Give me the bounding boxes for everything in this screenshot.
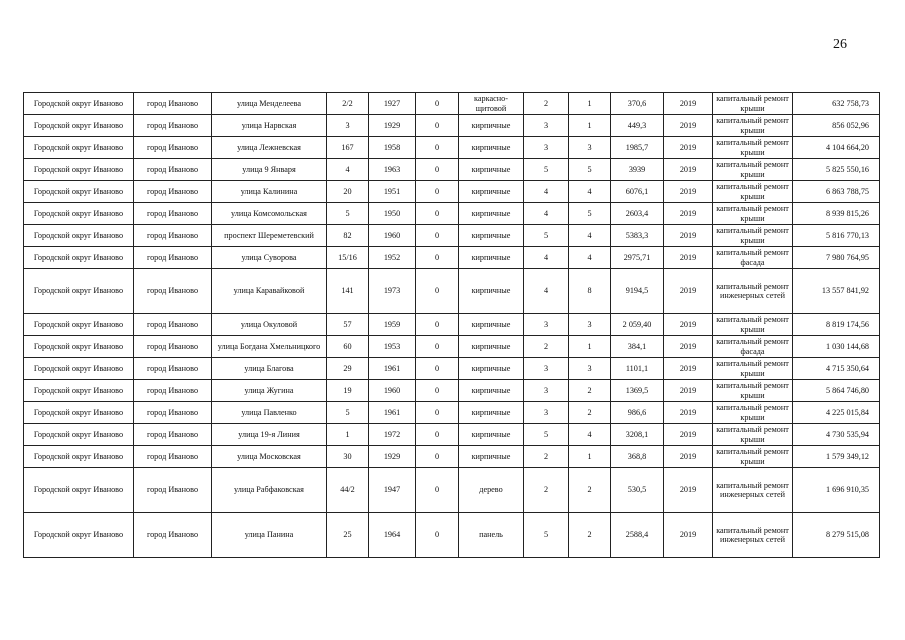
wear-cell: 0	[416, 314, 459, 336]
entrances-cell: 5	[569, 159, 611, 181]
wall-material-cell: кирпичные	[459, 115, 524, 137]
house-number-cell: 29	[327, 358, 369, 380]
wear-cell: 0	[416, 402, 459, 424]
municipality-cell: Городской округ Иваново	[24, 358, 134, 380]
area-cell: 2603,4	[611, 203, 664, 225]
house-number-cell: 141	[327, 269, 369, 314]
cost-cell: 5 816 770,13	[793, 225, 880, 247]
floors-cell: 3	[524, 402, 569, 424]
work-type-cell: капитальный ремонт инженерных сетей	[713, 468, 793, 513]
settlement-cell: город Иваново	[134, 115, 212, 137]
floors-cell: 2	[524, 446, 569, 468]
year-cell: 2019	[664, 468, 713, 513]
house-number-cell: 4	[327, 159, 369, 181]
house-number-cell: 3	[327, 115, 369, 137]
area-cell: 9194,5	[611, 269, 664, 314]
wall-material-cell: кирпичные	[459, 225, 524, 247]
work-type-cell: капитальный ремонт крыши	[713, 380, 793, 402]
cost-cell: 8 819 174,56	[793, 314, 880, 336]
municipality-cell: Городской округ Иваново	[24, 314, 134, 336]
work-type-cell: капитальный ремонт инженерных сетей	[713, 269, 793, 314]
table-row	[24, 159, 880, 181]
area-cell: 2588,4	[611, 513, 664, 558]
area-cell: 1985,7	[611, 137, 664, 159]
municipality-cell: Городской округ Иваново	[24, 380, 134, 402]
wear-cell: 0	[416, 181, 459, 203]
municipality-cell: Городской округ Иваново	[24, 424, 134, 446]
cost-cell: 4 730 535,94	[793, 424, 880, 446]
house-number-cell: 82	[327, 225, 369, 247]
municipality-cell: Городской округ Иваново	[24, 446, 134, 468]
wear-cell: 0	[416, 225, 459, 247]
area-cell: 370,6	[611, 93, 664, 115]
wall-material-cell: кирпичные	[459, 269, 524, 314]
table-row	[24, 424, 880, 446]
house-number-cell: 2/2	[327, 93, 369, 115]
floors-cell: 3	[524, 358, 569, 380]
build-year-cell: 1952	[369, 247, 416, 269]
floors-cell: 3	[524, 314, 569, 336]
build-year-cell: 1951	[369, 181, 416, 203]
house-number-cell: 5	[327, 402, 369, 424]
wall-material-cell: кирпичные	[459, 358, 524, 380]
build-year-cell: 1964	[369, 513, 416, 558]
street-cell: улица Панина	[212, 513, 327, 558]
house-number-cell: 60	[327, 336, 369, 358]
repair-register-table	[23, 92, 880, 558]
settlement-cell: город Иваново	[134, 314, 212, 336]
wear-cell: 0	[416, 115, 459, 137]
street-cell: улица 19-я Линия	[212, 424, 327, 446]
work-type-cell: капитальный ремонт крыши	[713, 159, 793, 181]
wear-cell: 0	[416, 380, 459, 402]
year-cell: 2019	[664, 446, 713, 468]
street-cell: улица Калинина	[212, 181, 327, 203]
floors-cell: 3	[524, 115, 569, 137]
table-row	[24, 269, 880, 314]
table-row	[24, 468, 880, 513]
entrances-cell: 2	[569, 468, 611, 513]
table-row	[24, 115, 880, 137]
floors-cell: 4	[524, 181, 569, 203]
work-type-cell: капитальный ремонт крыши	[713, 225, 793, 247]
street-cell: улица Лежневская	[212, 137, 327, 159]
house-number-cell: 44/2	[327, 468, 369, 513]
build-year-cell: 1947	[369, 468, 416, 513]
street-cell: проспект Шереметевский	[212, 225, 327, 247]
house-number-cell: 167	[327, 137, 369, 159]
house-number-cell: 5	[327, 203, 369, 225]
municipality-cell: Городской округ Иваново	[24, 402, 134, 424]
entrances-cell: 1	[569, 446, 611, 468]
wall-material-cell: кирпичные	[459, 203, 524, 225]
build-year-cell: 1961	[369, 402, 416, 424]
floors-cell: 4	[524, 247, 569, 269]
work-type-cell: капитальный ремонт крыши	[713, 137, 793, 159]
build-year-cell: 1953	[369, 336, 416, 358]
street-cell: улица Суворова	[212, 247, 327, 269]
municipality-cell: Городской округ Иваново	[24, 137, 134, 159]
table-row	[24, 314, 880, 336]
cost-cell: 856 052,96	[793, 115, 880, 137]
work-type-cell: капитальный ремонт инженерных сетей	[713, 513, 793, 558]
build-year-cell: 1961	[369, 358, 416, 380]
area-cell: 1101,1	[611, 358, 664, 380]
table-row	[24, 513, 880, 558]
area-cell: 384,1	[611, 336, 664, 358]
municipality-cell: Городской округ Иваново	[24, 115, 134, 137]
year-cell: 2019	[664, 93, 713, 115]
year-cell: 2019	[664, 424, 713, 446]
street-cell: улица Каравайковой	[212, 269, 327, 314]
street-cell: улица Комсомольская	[212, 203, 327, 225]
wall-material-cell: дерево	[459, 468, 524, 513]
area-cell: 6076,1	[611, 181, 664, 203]
floors-cell: 2	[524, 93, 569, 115]
wear-cell: 0	[416, 513, 459, 558]
municipality-cell: Городской округ Иваново	[24, 203, 134, 225]
floors-cell: 5	[524, 424, 569, 446]
wear-cell: 0	[416, 269, 459, 314]
table-row	[24, 336, 880, 358]
area-cell: 986,6	[611, 402, 664, 424]
wall-material-cell: кирпичные	[459, 314, 524, 336]
floors-cell: 3	[524, 137, 569, 159]
wall-material-cell: каркасно-щитовой	[459, 93, 524, 115]
municipality-cell: Городской округ Иваново	[24, 225, 134, 247]
wall-material-cell: кирпичные	[459, 336, 524, 358]
house-number-cell: 25	[327, 513, 369, 558]
work-type-cell: капитальный ремонт крыши	[713, 93, 793, 115]
entrances-cell: 4	[569, 225, 611, 247]
cost-cell: 632 758,73	[793, 93, 880, 115]
house-number-cell: 1	[327, 424, 369, 446]
street-cell: улица Окуловой	[212, 314, 327, 336]
house-number-cell: 20	[327, 181, 369, 203]
entrances-cell: 4	[569, 247, 611, 269]
area-cell: 449,3	[611, 115, 664, 137]
year-cell: 2019	[664, 115, 713, 137]
build-year-cell: 1960	[369, 225, 416, 247]
year-cell: 2019	[664, 225, 713, 247]
settlement-cell: город Иваново	[134, 225, 212, 247]
street-cell: улица Благова	[212, 358, 327, 380]
cost-cell: 4 104 664,20	[793, 137, 880, 159]
entrances-cell: 4	[569, 424, 611, 446]
table-row	[24, 203, 880, 225]
entrances-cell: 3	[569, 137, 611, 159]
floors-cell: 4	[524, 269, 569, 314]
municipality-cell: Городской округ Иваново	[24, 93, 134, 115]
page-number: 26	[833, 37, 847, 52]
floors-cell: 5	[524, 225, 569, 247]
build-year-cell: 1963	[369, 159, 416, 181]
cost-cell: 7 980 764,95	[793, 247, 880, 269]
street-cell: улица Рабфаковская	[212, 468, 327, 513]
year-cell: 2019	[664, 159, 713, 181]
floors-cell: 2	[524, 336, 569, 358]
entrances-cell: 3	[569, 314, 611, 336]
year-cell: 2019	[664, 358, 713, 380]
wall-material-cell: панель	[459, 513, 524, 558]
wear-cell: 0	[416, 93, 459, 115]
table-row	[24, 402, 880, 424]
work-type-cell: капитальный ремонт крыши	[713, 115, 793, 137]
settlement-cell: город Иваново	[134, 269, 212, 314]
municipality-cell: Городской округ Иваново	[24, 468, 134, 513]
entrances-cell: 1	[569, 93, 611, 115]
work-type-cell: капитальный ремонт крыши	[713, 181, 793, 203]
work-type-cell: капитальный ремонт крыши	[713, 446, 793, 468]
house-number-cell: 15/16	[327, 247, 369, 269]
build-year-cell: 1959	[369, 314, 416, 336]
entrances-cell: 2	[569, 380, 611, 402]
entrances-cell: 4	[569, 181, 611, 203]
street-cell: улица Нарвская	[212, 115, 327, 137]
build-year-cell: 1960	[369, 380, 416, 402]
year-cell: 2019	[664, 314, 713, 336]
build-year-cell: 1929	[369, 446, 416, 468]
house-number-cell: 30	[327, 446, 369, 468]
settlement-cell: город Иваново	[134, 468, 212, 513]
settlement-cell: город Иваново	[134, 358, 212, 380]
build-year-cell: 1929	[369, 115, 416, 137]
floors-cell: 5	[524, 159, 569, 181]
floors-cell: 5	[524, 513, 569, 558]
year-cell: 2019	[664, 380, 713, 402]
entrances-cell: 3	[569, 358, 611, 380]
settlement-cell: город Иваново	[134, 336, 212, 358]
wear-cell: 0	[416, 468, 459, 513]
work-type-cell: капитальный ремонт фасада	[713, 336, 793, 358]
wear-cell: 0	[416, 137, 459, 159]
table-body	[24, 93, 880, 558]
street-cell: улица Жугина	[212, 380, 327, 402]
work-type-cell: капитальный ремонт крыши	[713, 203, 793, 225]
entrances-cell: 2	[569, 513, 611, 558]
entrances-cell: 1	[569, 115, 611, 137]
wear-cell: 0	[416, 336, 459, 358]
cost-cell: 4 715 350,64	[793, 358, 880, 380]
cost-cell: 8 279 515,08	[793, 513, 880, 558]
settlement-cell: город Иваново	[134, 513, 212, 558]
cost-cell: 1 030 144,68	[793, 336, 880, 358]
municipality-cell: Городской округ Иваново	[24, 247, 134, 269]
area-cell: 530,5	[611, 468, 664, 513]
build-year-cell: 1972	[369, 424, 416, 446]
area-cell: 5383,3	[611, 225, 664, 247]
municipality-cell: Городской округ Иваново	[24, 336, 134, 358]
table-row	[24, 137, 880, 159]
street-cell: улица Московская	[212, 446, 327, 468]
settlement-cell: город Иваново	[134, 203, 212, 225]
wall-material-cell: кирпичные	[459, 446, 524, 468]
floors-cell: 3	[524, 380, 569, 402]
wall-material-cell: кирпичные	[459, 159, 524, 181]
municipality-cell: Городской округ Иваново	[24, 269, 134, 314]
settlement-cell: город Иваново	[134, 424, 212, 446]
area-cell: 2975,71	[611, 247, 664, 269]
wear-cell: 0	[416, 358, 459, 380]
settlement-cell: город Иваново	[134, 93, 212, 115]
year-cell: 2019	[664, 247, 713, 269]
floors-cell: 4	[524, 203, 569, 225]
floors-cell: 2	[524, 468, 569, 513]
entrances-cell: 5	[569, 203, 611, 225]
entrances-cell: 2	[569, 402, 611, 424]
wall-material-cell: кирпичные	[459, 181, 524, 203]
work-type-cell: капитальный ремонт фасада	[713, 247, 793, 269]
area-cell: 368,8	[611, 446, 664, 468]
municipality-cell: Городской округ Иваново	[24, 159, 134, 181]
table-row	[24, 358, 880, 380]
work-type-cell: капитальный ремонт крыши	[713, 424, 793, 446]
cost-cell: 5 825 550,16	[793, 159, 880, 181]
settlement-cell: город Иваново	[134, 247, 212, 269]
year-cell: 2019	[664, 513, 713, 558]
year-cell: 2019	[664, 336, 713, 358]
build-year-cell: 1958	[369, 137, 416, 159]
work-type-cell: капитальный ремонт крыши	[713, 402, 793, 424]
settlement-cell: город Иваново	[134, 137, 212, 159]
table-row	[24, 93, 880, 115]
year-cell: 2019	[664, 402, 713, 424]
wear-cell: 0	[416, 446, 459, 468]
work-type-cell: капитальный ремонт крыши	[713, 314, 793, 336]
cost-cell: 4 225 015,84	[793, 402, 880, 424]
wear-cell: 0	[416, 247, 459, 269]
table-row	[24, 446, 880, 468]
table-row	[24, 247, 880, 269]
cost-cell: 8 939 815,26	[793, 203, 880, 225]
cost-cell: 1 579 349,12	[793, 446, 880, 468]
area-cell: 1369,5	[611, 380, 664, 402]
build-year-cell: 1950	[369, 203, 416, 225]
build-year-cell: 1973	[369, 269, 416, 314]
settlement-cell: город Иваново	[134, 446, 212, 468]
year-cell: 2019	[664, 181, 713, 203]
street-cell: улица Павленко	[212, 402, 327, 424]
wear-cell: 0	[416, 203, 459, 225]
wall-material-cell: кирпичные	[459, 424, 524, 446]
area-cell: 2 059,40	[611, 314, 664, 336]
year-cell: 2019	[664, 269, 713, 314]
entrances-cell: 1	[569, 336, 611, 358]
cost-cell: 6 863 788,75	[793, 181, 880, 203]
cost-cell: 5 864 746,80	[793, 380, 880, 402]
table-row	[24, 380, 880, 402]
work-type-cell: капитальный ремонт крыши	[713, 358, 793, 380]
wall-material-cell: кирпичные	[459, 247, 524, 269]
wall-material-cell: кирпичные	[459, 137, 524, 159]
settlement-cell: город Иваново	[134, 380, 212, 402]
house-number-cell: 19	[327, 380, 369, 402]
wall-material-cell: кирпичные	[459, 402, 524, 424]
table-row	[24, 181, 880, 203]
year-cell: 2019	[664, 203, 713, 225]
house-number-cell: 57	[327, 314, 369, 336]
cost-cell: 1 696 910,35	[793, 468, 880, 513]
street-cell: улица Менделеева	[212, 93, 327, 115]
street-cell: улица 9 Января	[212, 159, 327, 181]
municipality-cell: Городской округ Иваново	[24, 513, 134, 558]
wear-cell: 0	[416, 159, 459, 181]
settlement-cell: город Иваново	[134, 159, 212, 181]
settlement-cell: город Иваново	[134, 181, 212, 203]
street-cell: улица Богдана Хмельницкого	[212, 336, 327, 358]
area-cell: 3939	[611, 159, 664, 181]
table-row	[24, 225, 880, 247]
municipality-cell: Городской округ Иваново	[24, 181, 134, 203]
cost-cell: 13 557 841,92	[793, 269, 880, 314]
entrances-cell: 8	[569, 269, 611, 314]
build-year-cell: 1927	[369, 93, 416, 115]
area-cell: 3208,1	[611, 424, 664, 446]
settlement-cell: город Иваново	[134, 402, 212, 424]
wear-cell: 0	[416, 424, 459, 446]
wall-material-cell: кирпичные	[459, 380, 524, 402]
year-cell: 2019	[664, 137, 713, 159]
